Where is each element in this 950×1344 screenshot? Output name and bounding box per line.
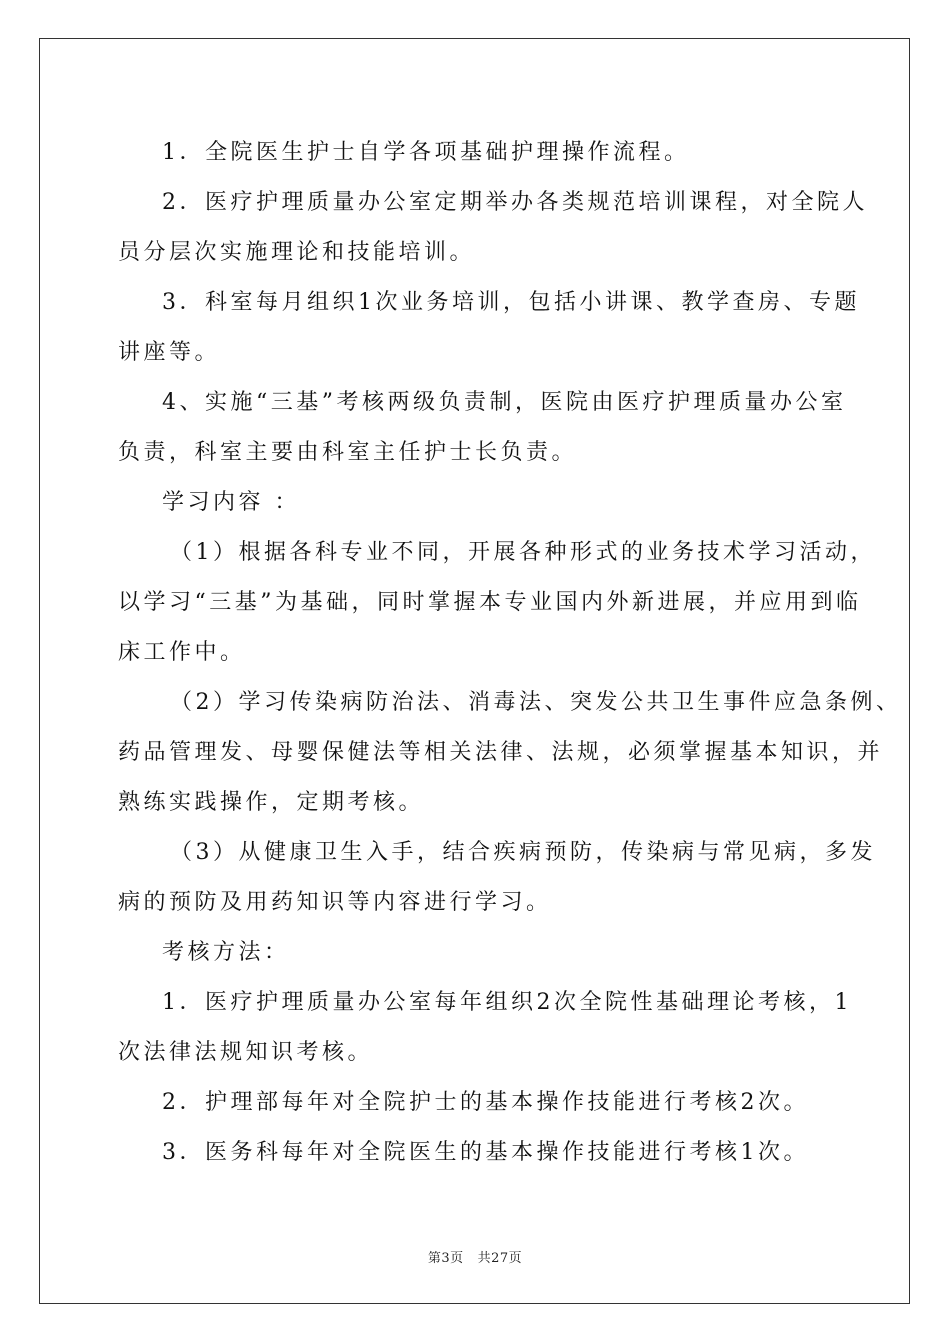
section-heading: 考核方法： bbox=[162, 940, 290, 965]
text-line: （1）根据各科专业不同，开展各种形式的业务技术学习活动， bbox=[170, 540, 876, 565]
text-line: 病的预防及用药知识等内容进行学习。 bbox=[118, 890, 552, 915]
text-line: 负责，科室主要由科室主任护士长负责。 bbox=[118, 440, 578, 465]
text-line: （3）从健康卫生入手，结合疾病预防，传染病与常见病，多发 bbox=[170, 840, 876, 865]
text-line: 4、实施“三基”考核两级负责制，医院由医疗护理质量办公室 bbox=[162, 390, 847, 415]
page-number: 第3页 bbox=[427, 1251, 464, 1266]
document-body bbox=[118, 128, 902, 1178]
text-line: 床工作中。 bbox=[118, 640, 246, 665]
text-line: 熟练实践操作，定期考核。 bbox=[118, 790, 425, 815]
text-line: 2．护理部每年对全院护士的基本操作技能进行考核2次。 bbox=[162, 1090, 809, 1115]
text-line: 员分层次实施理论和技能培训。 bbox=[118, 240, 476, 265]
page-footer bbox=[0, 1247, 950, 1266]
section-heading: 学习内容 ： bbox=[162, 490, 300, 515]
text-line: 3．科室每月组织1次业务培训，包括小讲课、教学查房、专题 bbox=[162, 290, 860, 315]
page-total: 共27页 bbox=[477, 1251, 523, 1266]
text-line: 讲座等。 bbox=[118, 340, 221, 365]
text-line: 以学习“三基”为基础，同时掌握本专业国内外新进展，并应用到临 bbox=[118, 590, 862, 615]
text-line: 2．医疗护理质量办公室定期举办各类规范培训课程，对全院人 bbox=[162, 190, 868, 215]
text-line: 次法律法规知识考核。 bbox=[118, 1040, 374, 1065]
text-line: 1．全院医生护士自学各项基础护理操作流程。 bbox=[162, 140, 690, 165]
text-line: 3．医务科每年对全院医生的基本操作技能进行考核1次。 bbox=[162, 1140, 809, 1165]
text-line: 药品管理发、母婴保健法等相关法律、法规，必须掌握基本知识，并 bbox=[118, 740, 884, 765]
text-line: （2）学习传染病防治法、消毒法、突发公共卫生事件应急条例、 bbox=[170, 690, 902, 715]
text-line: 1．医疗护理质量办公室每年组织2次全院性基础理论考核，1 bbox=[162, 990, 852, 1015]
